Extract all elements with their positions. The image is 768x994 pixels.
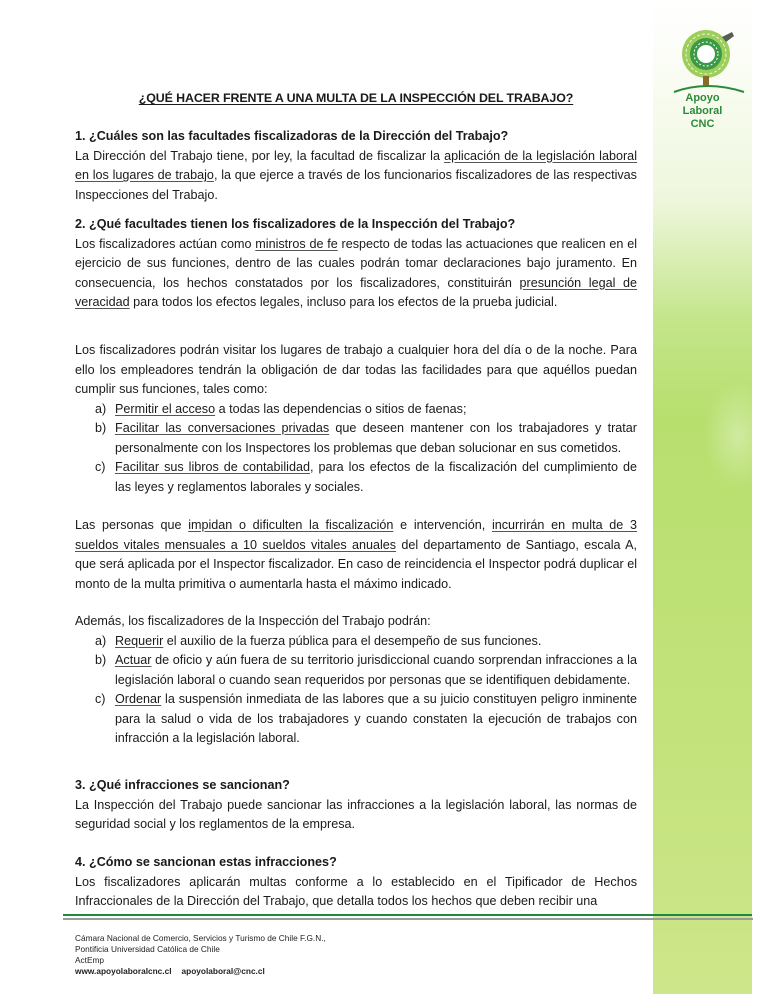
footer-divider-gray	[63, 918, 753, 920]
text: del departamento de Santiago, escala A, que será aplicada por el Inspector fiscalizador. En caso de reincidencia el Inspector podrá duplicar el monto de la multa primitiva o aumentarla hasta el máximo indicado.	[75, 537, 637, 591]
side-brand-panel	[653, 0, 752, 994]
text: para todos los efectos legales, incluso para los efectos de la prueba judicial.	[129, 295, 558, 309]
underlined-text: ministros de fe	[255, 236, 338, 251]
underlined-text: Facilitar las conversaciones privadas	[115, 421, 330, 435]
brand-name	[653, 92, 752, 131]
text: de oficio y aún fuera de su territorio jurisdiccional cuando sorprendan infracciones a la legislación laboral o cuando sean requeridos por personas que se identifiquen debidamente.	[115, 653, 637, 687]
text: , la que ejerce a través de los funcionarios fiscalizadores de las respectivas Inspecciones del Trabajo.	[75, 168, 637, 202]
underlined-text: Ordenar	[115, 692, 162, 706]
section-heading: 2. ¿Qué facultades tienen los fiscalizadores de la Inspección del Trabajo?	[75, 217, 516, 231]
footer-actemp: ActEmp	[75, 955, 105, 965]
powers-list	[75, 632, 637, 749]
footer-divider-green	[63, 914, 752, 916]
section-2-powers	[75, 612, 637, 749]
section-heading: 4. ¿Cómo se sancionan estas infracciones?	[75, 855, 337, 869]
page-footer	[75, 933, 326, 977]
footer-org: Cámara Nacional de Comercio, Servicios y Turismo de Chile F.G.N.,	[75, 933, 326, 943]
panel-glow	[703, 380, 768, 490]
footer-university: Pontificia Universidad Católica de Chile	[75, 944, 220, 954]
underlined-text: Facilitar sus libros de contabilidad	[115, 460, 310, 474]
list-item	[75, 419, 637, 458]
text: el auxilio de la fuerza pública para el desempeño de sus funciones.	[163, 633, 542, 648]
underlined-text: incurrirán en multa de 3 sueldos vitales mensuales a 10 sueldos vitales anuales	[75, 518, 637, 552]
section-2-penalties	[75, 516, 637, 594]
section-2-visits	[75, 341, 637, 497]
list-marker: b)	[95, 421, 107, 435]
text: la suspensión inmediata de las labores que a su juicio constituyen peligro inminente para la salud o vida de los trabajadores y cuando constaten la ejecución de trabajos con infracción a la legislación laboral.	[115, 692, 637, 745]
paragraph: Los fiscalizadores podrán visitar los lugares de trabajo a cualquier hora del día o de la noche. Para ello los empleadores tendrán la obligación de dar todas las facilidades para que aquéllos puedan cumplir sus funciones, tales como:	[75, 343, 637, 396]
list-item	[75, 651, 637, 690]
text: respecto de todas las actuaciones que realicen en el ejercicio de sus funciones, dentro de las cuales podrán tomar declaraciones bajo juramento. En consecuencia, los hechos constatados por los fiscalizadores, constituirán	[75, 236, 638, 290]
text: La Dirección del Trabajo tiene, por ley, la facultad de fiscalizar la	[75, 148, 445, 163]
section-4	[75, 853, 637, 912]
brand-line-3: CNC	[690, 118, 715, 130]
section-heading: 3. ¿Qué infracciones se sancionan?	[75, 778, 290, 792]
list-marker: a)	[95, 633, 107, 648]
brand-line-1: Apoyo	[685, 92, 720, 104]
footer-contact	[75, 966, 326, 977]
section-2	[75, 215, 637, 313]
list-marker: b)	[95, 653, 107, 667]
list-marker: c)	[95, 692, 106, 706]
text: e intervención,	[393, 518, 492, 532]
text: Los fiscalizadores actúan como	[75, 236, 256, 251]
text: , para los efectos de la fiscalización del cumplimiento de las leyes y reglamentos laborales y sociales.	[115, 460, 638, 494]
list-item	[75, 400, 637, 420]
brand-line-2: Laboral	[682, 105, 723, 117]
underlined-text: Actuar	[115, 653, 152, 667]
email-link[interactable]: apoyolaboral@cnc.cl	[181, 966, 265, 976]
section-heading: 1. ¿Cuáles son las facultades fiscalizadoras de la Dirección del Trabajo?	[75, 129, 509, 143]
underlined-text: Permitir el acceso	[115, 401, 216, 416]
list-marker: a)	[95, 401, 107, 416]
paragraph	[75, 235, 637, 313]
underlined-text: aplicación de la legislación laboral en los lugares de trabajo	[75, 148, 637, 182]
section-1	[75, 127, 637, 205]
website-link[interactable]: www.apoyolaboralcnc.cl	[75, 966, 172, 976]
facilities-list	[75, 400, 637, 498]
document-title: ¿QUÉ HACER FRENTE A UNA MULTA DE LA INSPECCIÓN DEL TRABAJO?	[138, 91, 574, 105]
text: que deseen mantener con los trabajadores y tratar personalmente con los Inspectores los problemas que deban solucionar en sus cometidos.	[115, 421, 637, 455]
section-3	[75, 776, 637, 835]
list-item	[75, 458, 637, 497]
list-item	[75, 690, 637, 749]
list-item	[75, 632, 637, 652]
underlined-text: impidan o dificulten la fiscalización	[188, 518, 394, 532]
paragraph: Además, los fiscalizadores de la Inspección del Trabajo podrán:	[75, 614, 431, 628]
underlined-text: presunción legal de veracidad	[75, 275, 637, 309]
paragraph: Los fiscalizadores aplicarán multas conforme a lo establecido en el Tipificador de Hechos Infraccionales de la Dirección del Trabajo, que detalla todos los hechos que deben recibir una	[75, 874, 637, 908]
paragraph	[75, 147, 637, 206]
paragraph	[75, 516, 637, 594]
underlined-text: Requerir	[115, 633, 164, 648]
text: Las personas que	[75, 518, 189, 532]
text: a todas las dependencias o sitios de faenas;	[215, 401, 467, 416]
list-marker: c)	[95, 460, 106, 474]
paragraph: La Inspección del Trabajo puede sancionar las infracciones a la legislación laboral, las normas de seguridad social y los reglamentos de la empresa.	[75, 797, 637, 831]
